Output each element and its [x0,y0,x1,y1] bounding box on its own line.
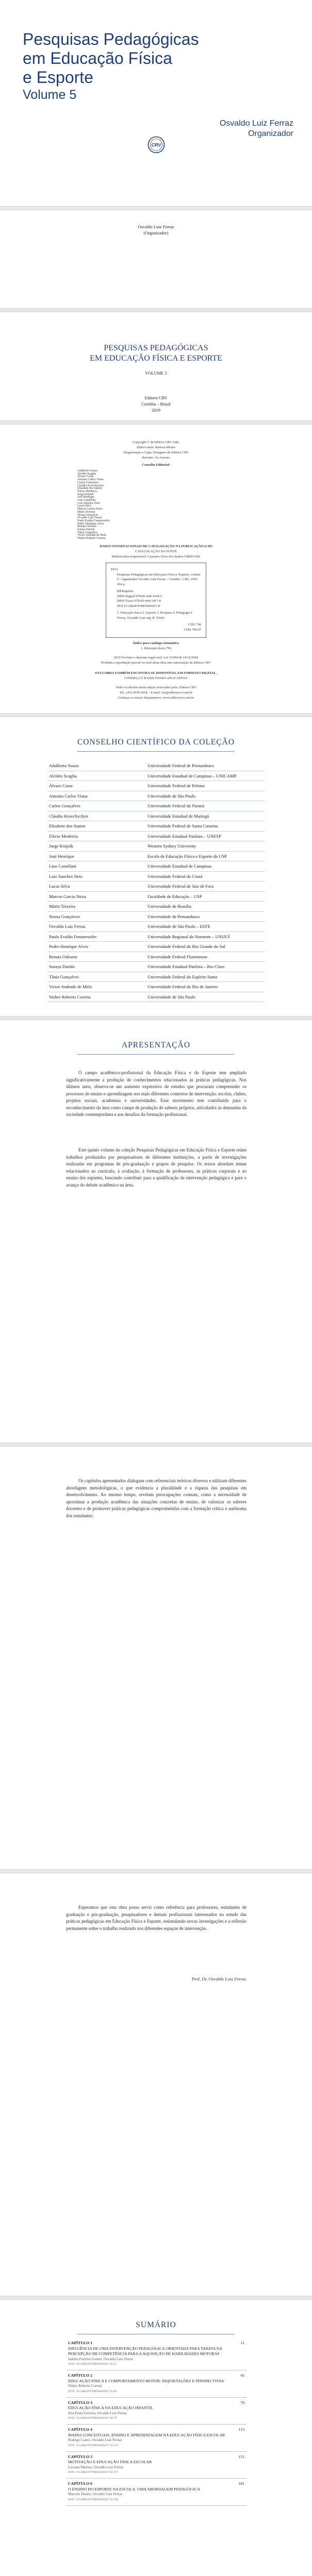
toc-entry[interactable] [66,2425,247,2452]
card-bibliography: Bibliografia [117,589,134,593]
imprint-board-member: Flávio Medeiros [77,489,97,493]
title-line-2: EM EDUCAÇÃO FÍSICA E ESPORTE [90,354,222,363]
board-member-institution: Universidade Federal do Rio Grande do Sul [146,942,265,952]
imprint-page [0,425,312,713]
toc-chapter-doi: DOI: 10.24824/978854443417.8.11 [68,2362,117,2366]
toc-page-number: 181 [230,2479,247,2506]
half-title-page [0,210,312,308]
board-member-name: Adalberto Souza [47,761,146,771]
imprint-board-member: Alcides Scaglia [77,472,96,476]
board-member-institution: Universidade Federal do Rio de Janeiro [146,982,265,992]
presentation-page-3 [0,1873,312,2296]
cover-page [0,0,312,206]
cover-organizer-name: Osvaldo Luiz Ferraz [219,119,293,128]
imprint-copyright: Copyright © da Editora CRV Ltda. [133,440,179,444]
board-member-name: Osvaldo Luiz Ferraz [47,922,146,932]
toc-entry-text [66,2451,230,2479]
imprint-website: Conheça os nossos lançamentos: www.editoracrv.com.br [118,696,194,700]
presentation-heading: APRESENTAÇÃO [121,1041,191,1049]
board-member-row [47,871,265,882]
toc-chapter-title: INFLUÊNCIA DE UMA INTERVENÇÃO PEDAGÓGICA ORIENTADA PARA TAREFA NA PERCEPÇÃO DE COMPETÊNCIA PARA A AQUISIÇÃO DE HABILIDADES MOTORAS [68,2346,222,2356]
board-member-name: Marcos Garcia Neira [47,891,146,902]
board-member-name: Flávio Medeiros [47,831,146,841]
board-heading-rule [77,751,235,752]
imprint-board-member: Victor Andrade de Melo [77,534,107,537]
toc-page-number: 151 [230,2451,247,2479]
toc-chapter-title: MOTIVAÇÃO E EDUCAÇÃO FÍSICA ESCOLAR [68,2460,152,2464]
board-member-institution: Western Sydney University [146,841,265,852]
card-subjects: 1. Educação física 2. Esporte 3. Pesquisa 4. Pedagogia I. Ferraz, Osvaldo Luiz org. II. Título [117,611,193,620]
board-member-row [47,781,265,791]
board-member-name: Pedro Henrique Alves [47,942,146,952]
presentation-paragraph-3: Os capítulos apresentados dialogam com referenciais teóricos diversos e utilizam diferentes abordagens metodológicas, o que evidencia a pluralidade e a riqueza das pesquisas em desenvolvimento. Ao mesmo tempo, revelam preocupações comuns, como a necessidade de aproximar a produção acadêmica das situações concretas de ensino, de valorizar os saberes docentes e de promover práticas pedagógicas comprometidas com a formação crítica e autônoma dos estudantes. [66,1478,247,1518]
toc-chapter-label: CAPÍTULO 5 [68,2454,93,2459]
board-member-name: Jorge Knijnik [47,841,146,852]
imprint-board-member: Luiz Sanches Neto [77,501,100,505]
toc-chapter-title: EDUCAÇÃO FÍSICA NA EDUCAÇÃO INFANTIL [68,2405,153,2410]
imprint-board-member: Tânia Gonçalves [77,531,98,534]
toc-page-number: 79 [230,2397,247,2425]
board-member-name: Álvaro Costa [47,781,146,791]
imprint-board-member: Jorge Knijnik [77,493,94,496]
board-member-name: Cláudio Kravchychyn [47,811,146,821]
imprint-revision: Revisão: Os Autores [142,456,170,460]
board-table [47,761,265,1002]
toc-chapter-title: MAPAS CONCEITUAIS, ENSINO E APRENDIZAGEM NA EDUCAÇÃO FÍSICA ESCOLAR [68,2432,225,2437]
crv-logo-icon [147,136,165,154]
board-member-institution: Universidade Estadual Paulista – Rio Claro [146,962,265,972]
imprint-rights-note: Proibida a reprodução parcial ou total desta obra sem autorização da Editora CRV [101,661,211,665]
imprint-card-heading: DADOS INTERNACIONAIS DE CATALOGAÇÃO NA PUBLICAÇÃO (CIP) [100,545,212,548]
cover-title-line-2: em Educação Física [23,49,172,67]
board-member-institution: Universidade Estadual de Maringá [146,811,265,821]
title-city: Curitiba – Brasil [141,401,171,406]
imprint-index-entry: 1. Educação física 796 [141,647,171,650]
toc-page-number: 11 [230,2338,247,2370]
board-member-institution: Universidade Federal de Santa Catarina [146,821,265,832]
board-member-row [47,811,265,821]
imprint-legal-deposit: ESTA OBRA TAMBÉM ENCONTRA-SE DISPONÍVEL EM FORMATO DIGITAL. [95,671,217,675]
card-entry: P474 [111,568,118,571]
board-member-institution: Universidade Federal do Ceará [146,871,265,882]
board-member-institution: Universidade Federal de Pernambuco [146,761,265,771]
board-member-name: Walter Roberto Correia [47,992,146,1002]
toc-chapter-authors: Marcelo Duarte, Osvaldo Luiz Ferraz [68,2492,123,2496]
board-member-row [47,902,265,912]
toc-entry-text [66,2479,230,2506]
presentation-paragraph-4: Esperamos que esta obra possa servir como referência para professores, estudantes de graduação e pós-graduação, pesquisadores e demais profissionais interessados no estudo das práticas pedagógicas em Educação Física e Esporte, estimulando novas investigações e a reflexão permanente sobre o trabalho realizado nos diferentes espaços de intervenção. [66,1905,247,1931]
board-member-row [47,841,265,852]
board-member-institution: Universidade de Pernambuco [146,911,265,922]
imprint-board-member: Álvaro Costa [77,475,93,479]
imprint-board-member: Adalberto Souza [77,469,97,472]
board-member-name: Elisabete dos Santos [47,821,146,832]
imprint-board-member: Mário Teixeira [77,510,95,514]
toc-entry[interactable] [66,2397,247,2425]
board-member-row [47,831,265,841]
board-member-name: Lucas Silva [47,882,146,892]
card-cdu: CDU 796 [188,623,201,626]
toc-entry-text [66,2370,230,2398]
imprint-board-member: José Henrique [77,496,95,499]
presentation-signature: Prof. Dr. Osvaldo Luiz Ferraz [191,1976,246,1981]
board-member-name: Tânia Gonçalves [47,972,146,982]
toc-chapter-title: O ENSINO DO ESPORTE NA ESCOLA: UMA ABORDAGEM PEDAGÓGICA [68,2486,200,2492]
card-isbn-digital: ISBN Digital 978-85-444-3418-5 [117,594,162,598]
board-member-name: José Henrique [47,851,146,861]
card-cdd: CDD 796.07 [184,628,201,632]
presentation-paragraph-1: O campo acadêmico-profissional da Educação Física e do Esporte tem ampliado significativamente a produção de conhecimentos relacionados às práticas pedagógicas. Nos últimos anos, observa-se um aumento expressivo de estudos que procuram compreender os processos de ensino e aprendizagem nos mais diferentes contextos de intervenção: escolas, clubes, projetos sociais, academias e universidades. Esse movimento tem contribuído para o reconhecimento da área como campo de produção de saberes próprios, articulados às demandas da sociedade contemporânea e aos desafios da formação profissional. [66,1070,247,1117]
toc-entry-text [66,2397,230,2425]
imprint-board-member: Suraya Darido [77,528,95,532]
board-member-institution: Universidade Regional do Noroeste – UNIJUÍ [146,931,265,942]
half-title-name: Osvaldo Luiz Ferraz [138,224,174,229]
toc-chapter-authors: Ana Paula Ferreira, Osvaldo Luiz Ferraz [68,2411,127,2415]
imprint-board-member: Carlos Gonçalves [77,481,99,484]
board-member-row [47,922,265,932]
board-member-name: Lino Castellani [47,861,146,872]
board-member-row [47,761,265,771]
presentation-page-2 [0,1447,312,1869]
imprint-board-member: Paulo Evaldo Fensterseifer [77,519,110,522]
board-heading: CONSELHO CIENTÍFICO DA COLEÇÃO [77,738,235,747]
imprint-board-member: Renata Osborne [77,525,97,529]
board-member-name: Alcides Scaglia [47,771,146,781]
imprint-contact: Tel.: (41) 3039-6418 – E-mail: sac@editoracrv.com.br [119,691,193,694]
board-member-row [47,911,265,922]
cover-organizer [220,118,293,139]
board-member-row [47,982,265,992]
toc-chapter-authors: Rodrigo Castro, Osvaldo Luiz Ferraz [68,2438,122,2442]
board-page [0,717,312,1016]
imprint-board-list [77,470,235,540]
cover-title-line-3: e Esporte [23,68,93,87]
toc-entry[interactable] [66,2338,247,2370]
title-volume: VOLUME 5 [145,370,167,376]
cover-title [23,30,199,87]
toc-chapter-label: CAPÍTULO 4 [68,2427,93,2432]
summary-heading: SUMÁRIO [136,2320,176,2329]
board-member-institution: Universidade Federal de Pelotas [146,781,265,791]
imprint-deposit-note: 2019 Foi feito o depósito legal conf. Lei 10.994 de 14/12/2004 [113,656,199,659]
board-member-row [47,931,265,942]
board-member-row [47,882,265,892]
toc-chapter-label: CAPÍTULO 6 [68,2481,93,2486]
imprint-index-header: Índice para catálogo sistemático [133,641,179,645]
summary-page [0,2300,312,2576]
imprint-board-header: Conselho Editorial: [142,463,170,467]
board-member-row [47,801,265,811]
card-doi: DOI 10.24824/978854443417.8 [117,604,160,608]
board-member-name: Antonio Carlos Viana [47,791,146,801]
toc-table [66,2338,247,2506]
title-line-1: PESQUISAS PEDAGÓGICAS [104,344,208,352]
imprint-board-member: Elisabete dos Santos [77,487,102,490]
card-body: Pesquisas Pedagógicas em Educação Física e Esporte, volume 5 / organizador Osvaldo Luiz Ferraz – Curitiba : CRV, 2019. 204 p. [117,572,201,586]
toc-entry-text [66,2425,230,2452]
board-member-institution: Universidade de São Paulo [146,992,265,1002]
board-member-row [47,972,265,982]
board-member-institution: Universidade Estadual de Campinas – UNICAMP [146,771,265,781]
toc-chapter-authors: Luciana Martins, Osvaldo Luiz Ferraz [68,2465,124,2469]
board-member-name: Paulo Evaldo Fensterseifer [47,931,146,942]
card-isbn-print: ISBN Físico 978-85-444-3417-8 [117,599,161,603]
board-member-name: Renata Osborne [47,952,146,962]
board-member-row [47,771,265,781]
imprint-board-member: Osvaldo Luiz Ferraz [77,516,102,520]
board-member-name: Mário Teixeira [47,902,146,912]
toc-chapter-label: CAPÍTULO 2 [68,2373,93,2378]
imprint-board-member: Cláudio Kravchychyn [77,484,104,487]
toc-entry[interactable] [66,2479,247,2506]
imprint-board-member: Antonio Carlos Viana [77,478,104,482]
cover-organizer-role: Organizador [248,129,293,138]
board-member-institution: Universidade Federal de Juiz de Fora [146,882,265,892]
board-member-row [47,861,265,872]
cover-title-line-1: Pesquisas Pedagógicas [23,30,199,48]
toc-entry[interactable] [66,2370,247,2398]
presentation-paragraph-2: Este quinto volume da coleção Pesquisas Pedagógicas em Educação Física e Esporte reúne trabalhos produzidos por pesquisadores de diferentes instituições, a partir de investigações realizadas em programas de pós-graduação e grupos de pesquisa. Os textos abordam temas relacionados ao currículo, à avaliação, à formação de professores, às práticas corporais e ao ensino dos esportes, buscando contribuir para a qualificação da intervenção pedagógica e para o avanço do debate acadêmico na área. [66,1147,247,1188]
toc-chapter-label: CAPÍTULO 1 [68,2341,93,2345]
board-member-institution: Escola de Educação Física e Esporte da USP [146,851,265,861]
toc-chapter-label: CAPÍTULO 3 [68,2400,93,2405]
board-member-institution: Universidade de Brasília [146,902,265,912]
svg-text:CRV: CRV [151,142,161,148]
imprint-editor: Editor-chefe: Railson Moura [137,446,175,449]
board-member-row [47,891,265,902]
toc-chapter-authors: Walter Roberto Correia [68,2384,102,2388]
imprint-board-member: Neusa Gonçalves [77,513,98,517]
toc-entry[interactable] [66,2451,247,2479]
cover-volume: Volume 5 [23,88,77,102]
imprint-board-member: Pedro Henrique Alves [77,522,104,526]
imprint-board-member: Walter Roberto Correia [77,537,106,540]
board-member-name: Carlos Gonçalves [47,801,146,811]
imprint-card-subheading: CATALOGAÇÃO NA FONTE [135,550,177,553]
title-page [0,312,312,420]
presentation-heading-rule [77,1054,235,1055]
board-member-institution: Universidade Federal do Paraná [146,801,265,811]
toc-chapter-doi: DOI: 10.24824/978854443417.8.181 [68,2497,119,2501]
toc-chapter-authors: Isabela Ferreira Gomes, Osvaldo Luiz Ferraz [68,2357,134,2361]
board-member-institution: Universidade de São Paulo – EEFE [146,922,265,932]
board-member-name: Luiz Sanches Neto [47,871,146,882]
toc-chapter-title: EDUCAÇÃO FÍSICA E COMPORTAMENTO MOTOR: INQUIETAÇÕES E PERSPECTIVAS [68,2378,224,2383]
imprint-board-member: Lucas Silva [77,504,92,508]
half-title-role: (Organizador) [143,230,169,235]
toc-page-number: 45 [230,2370,247,2398]
imprint-board-member: Lino Castellani [77,499,96,502]
toc-page-number: 113 [230,2425,247,2452]
toc-chapter-doi: DOI: 10.24824/978854443417.8.113 [68,2443,119,2447]
board-member-row [47,992,265,1002]
board-member-institution: Universidade Estadual de Campinas [146,861,265,872]
board-member-institution: Universidade Federal Fluminense [146,952,265,962]
toc-chapter-doi: DOI: 10.24824/978854443417.8.79 [68,2416,117,2420]
board-member-row [47,851,265,861]
board-member-name: Neusa Gonçalves [47,911,146,922]
title-year: 2019 [152,408,160,413]
imprint-cataloger: Bibliotecária responsável: Luzenira Alves dos Santos CRB9/1506 [111,555,201,558]
imprint-diagramming: Diagramação e Capa: Designers da Editora CRV [123,451,189,454]
toc-chapter-doi: DOI: 10.24824/978854443417.8.45 [68,2389,117,2393]
board-member-name: Suraya Darido [47,962,146,972]
board-member-institution: Universidade Federal do Espírito Santo [146,972,265,982]
imprint-address: Todos os direitos desta edição reservados pela: Editora CRV [116,686,196,689]
catalog-card [106,563,206,638]
presentation-page [0,1020,312,1443]
title-publisher: Editora CRV [144,395,168,400]
board-member-institution: Universidade de São Paulo [146,791,265,801]
board-member-institution: Universidade Estadual Paulista – UNESP [146,831,265,841]
board-member-name: Victor Andrade de Melo [47,982,146,992]
toc-entry-text [66,2338,230,2370]
imprint-legal-line: CONHEÇA E BAIXE NOSSO APLICATIVO! [124,676,188,680]
toc-chapter-doi: DOI: 10.24824/978854443417.8.151 [68,2470,119,2474]
board-member-row [47,942,265,952]
board-member-row [47,791,265,801]
board-member-row [47,821,265,832]
imprint-board-member: Marcos Garcia Neira [77,507,103,511]
board-member-row [47,962,265,972]
board-member-row [47,952,265,962]
board-member-institution: Faculdade de Educação – USP [146,891,265,902]
